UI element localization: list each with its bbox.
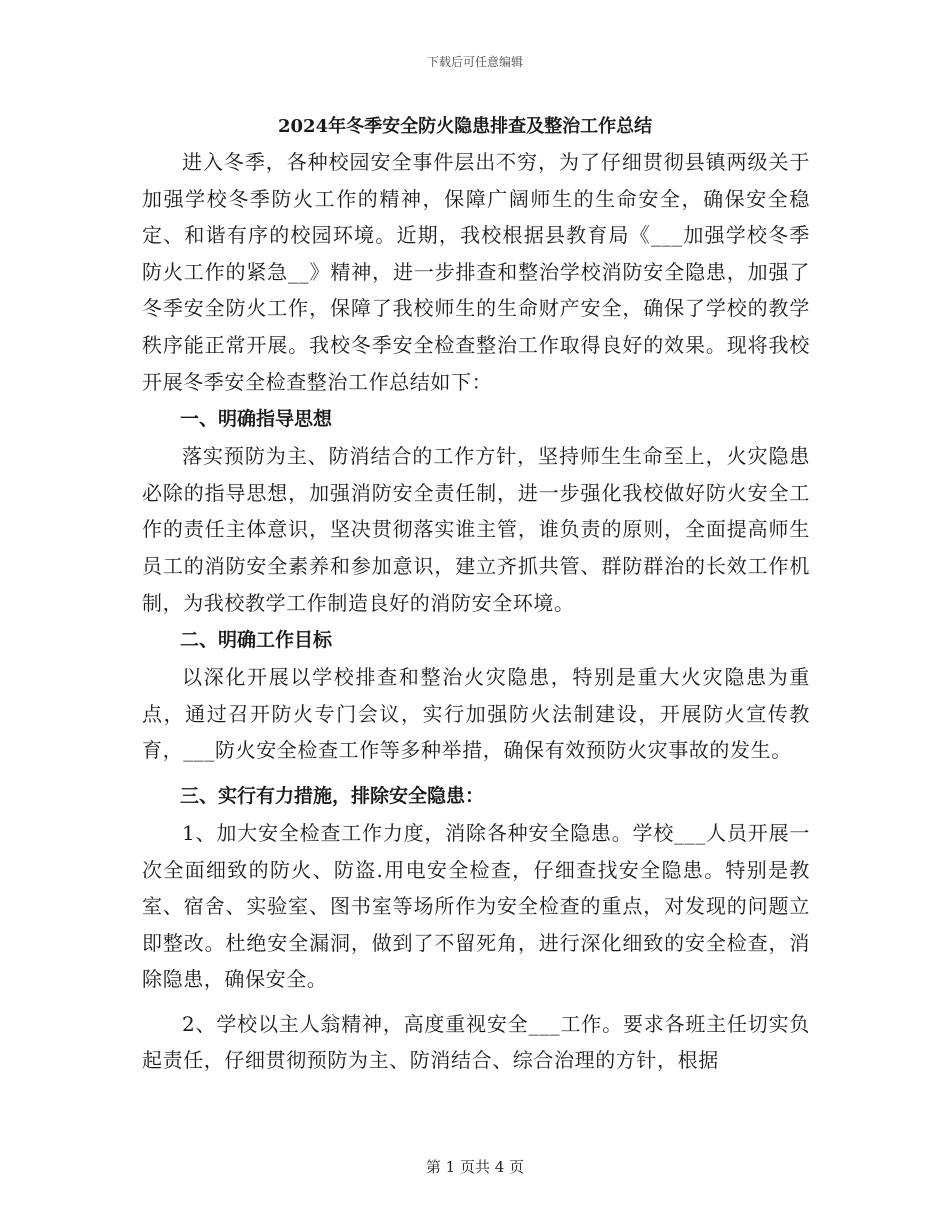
section-2-heading: 二、明确工作目标 [180, 629, 333, 652]
intro-paragraph: 进入冬季，各种校园安全事件层出不穷，为了仔细贯彻县镇两级关于加强学校冬季防火工作的精神，保障广阔师生的生命安全，确保安全稳定、和谐有序的校园环境。近期，我校根据县教育局《___加强学校冬季防火工作的紧急__》精神，进一步排查和整治学校消防安全隐患，加强了冬季安全防火工作，保障了我校师生的生命财产安全，确保了学校的教学秩序能正常开展。我校冬季安全检查整治工作取得良好的效果。现将我校开展冬季安全检查整治工作总结如下： [142, 150, 810, 394]
spacer [142, 998, 810, 1006]
section-1-paragraph: 落实预防为主、防消结合的工作方针，坚持师生生命至上，火灾隐患必除的指导思想，加强消防安全责任制，进一步强化我校做好防火安全工作的责任主体意识，坚决贯彻落实谁主管，谁负责的原则，全面提高师生员工的消防安全素养和参加意识，建立齐抓共管、群防群治的长效工作机制，为我校教学工作制造良好的消防安全环境。 [142, 444, 810, 615]
page-header-note: 下载后可任意编辑 [426, 55, 523, 69]
measure-item-2: 2、学校以主人翁精神，高度重视安全___工作。要求各班主任切实负起责任，仔细贯彻预防为主、防消结合、综合治理的方针，根据 [142, 1011, 810, 1073]
measure-item-1: 1、加大安全检查工作力度，消除各种安全隐患。学校___人员开展一次全面细致的防火、防盗.用电安全检查，仔细查找安全隐患。特别是教室、宿舍、实验室、图书室等场所作为安全检查的重点，对发现的问题立即整改。杜绝安全漏洞，做到了不留死角，进行深化细致的安全检查，消除隐患，确保安全。 [142, 820, 810, 992]
section-1-heading: 一、明确指导思想 [180, 408, 333, 431]
document-body [142, 110, 810, 1079]
section-3-heading: 三、实行有力措施，排除安全隐患： [180, 784, 485, 807]
document-title: 2024年冬季安全防火隐患排查及整治工作总结 [278, 116, 653, 137]
section-2-paragraph: 以深化开展以学校排查和整治火灾隐患，特别是重大火灾隐患为重点，通过召开防火专门会议，实行加强防火法制建设，开展防火宣传教育，___防火安全检查工作等多种举措，确保有效预防火灾事故的发生。 [142, 665, 810, 763]
page-number: 第 1 页共 4 页 [425, 1158, 525, 1176]
spacer [142, 769, 810, 777]
